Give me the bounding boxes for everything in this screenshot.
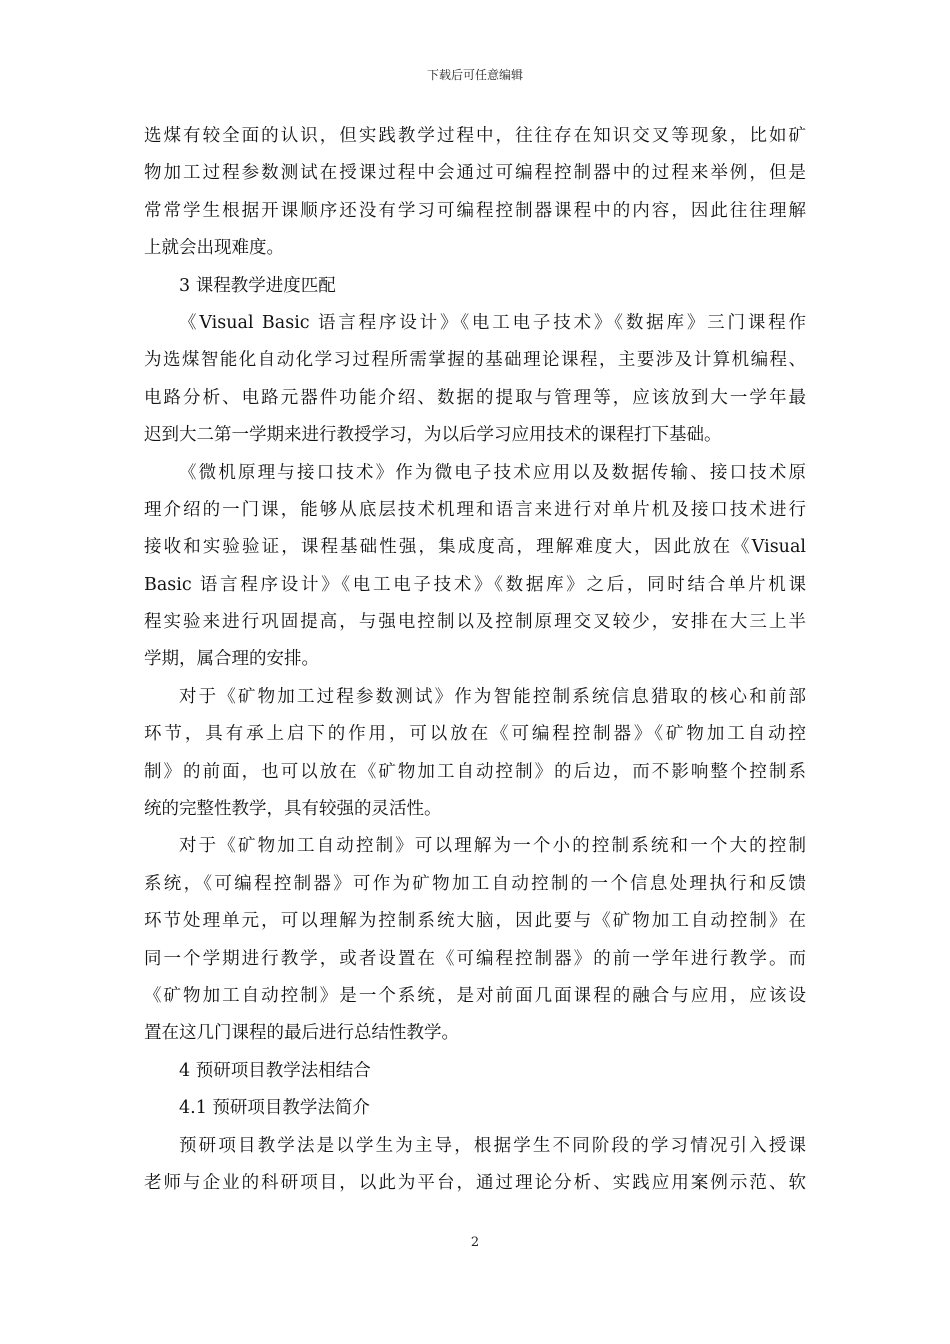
text-line: 《Visual Basic 语言程序设计》《电工电子技术》《数据库》三门课程作: [179, 312, 806, 333]
text-line: 4.1 预研项目教学法简介: [179, 1098, 370, 1119]
text-line: Basic 语言程序设计》《电工电子技术》《数据库》之后，同时结合单片机课: [144, 574, 806, 595]
text-line: 理介绍的一门课，能够从底层技术机理和语言来进行对单片机及接口技术进行: [144, 499, 806, 520]
page-header: 下载后可任意编辑: [426, 68, 523, 82]
text-line: 对于《矿物加工自动控制》可以理解为一个小的控制系统和一个大的控制: [179, 836, 806, 857]
text-line: 预研项目教学法是以学生为主导，根据学生不同阶段的学习情况引入授课: [179, 1135, 806, 1156]
text-line: 选煤有较全面的认识，但实践教学过程中，往往存在知识交叉等现象，比如矿: [144, 126, 806, 146]
page-number: 2: [470, 1235, 480, 1250]
document-body: [144, 118, 806, 1202]
text-line: 物加工过程参数测试在授课过程中会通过可编程控制器中的过程来举例，但是: [144, 163, 806, 184]
text-line: 统的完整性教学，具有较强的灵活性。: [144, 799, 442, 820]
text-line: 上就会出现难度。: [144, 238, 284, 259]
text-line: 环节，具有承上启下的作用，可以放在《可编程控制器》《矿物加工自动控: [144, 724, 806, 745]
text-line: 4 预研项目教学法相结合: [179, 1060, 371, 1081]
text-line: 环节处理单元，可以理解为控制系统大脑，因此要与《矿物加工自动控制》在: [144, 911, 806, 932]
text-line: 《矿物加工自动控制》是一个系统，是对前面几面课程的融合与应用，应该设: [144, 985, 806, 1006]
text-line: 老师与企业的科研项目，以此为平台，通过理论分析、实践应用案例示范、软: [144, 1172, 806, 1193]
text-line: 学期，属合理的安排。: [144, 649, 319, 670]
text-line: 对于《矿物加工过程参数测试》作为智能控制系统信息猎取的核心和前部: [179, 686, 806, 707]
text-line: 程实验来进行巩固提高，与强电控制以及控制原理交叉较少，安排在大三上半: [144, 612, 806, 633]
text-line: 3 课程教学进度匹配: [179, 275, 336, 296]
text-line: 置在这几门课程的最后进行总结性教学。: [144, 1023, 459, 1044]
text-line: 同一个学期进行教学，或者设置在《可编程控制器》的前一学年进行教学。而: [144, 948, 806, 969]
text-line: 迟到大二第一学期来进行教授学习，为以后学习应用技术的课程打下基础。: [144, 425, 722, 446]
text-line: 常常学生根据开课顺序还没有学习可编程控制器课程中的内容，因此往往理解: [144, 200, 806, 221]
text-line: 电路分析、电路元器件功能介绍、数据的提取与管理等，应该放到大一学年最: [144, 387, 806, 408]
text-line: 系统，《可编程控制器》可作为矿物加工自动控制的一个信息处理执行和反馈: [144, 873, 806, 894]
text-line: 制》的前面，也可以放在《矿物加工自动控制》的后边，而不影响整个控制系: [144, 761, 806, 782]
text-line: 为选煤智能化自动化学习过程所需掌握的基础理论课程，主要涉及计算机编程、: [144, 350, 806, 371]
text-line: 接收和实验验证，课程基础性强，集成度高，理解难度大，因此放在《Visual: [144, 537, 806, 558]
text-line: 《微机原理与接口技术》作为微电子技术应用以及数据传输、接口技术原: [179, 462, 806, 483]
